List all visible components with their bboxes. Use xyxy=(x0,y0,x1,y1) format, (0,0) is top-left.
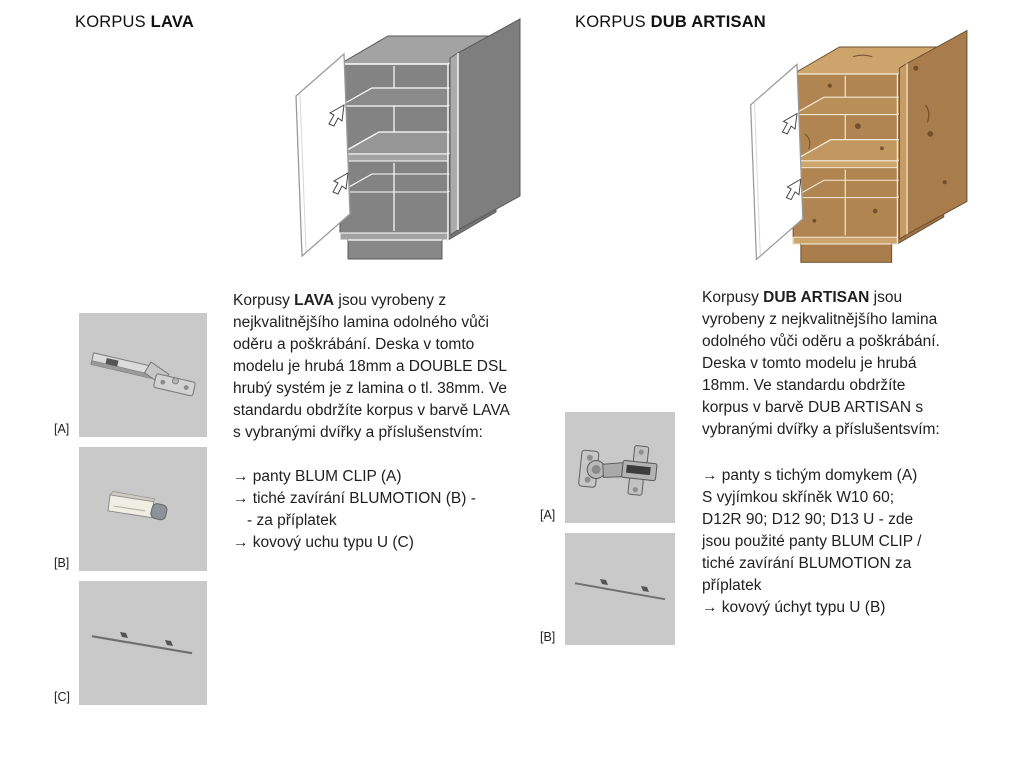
artisan-description xyxy=(702,287,950,619)
blumotion-damper-icon xyxy=(79,447,207,571)
lava-cabinet-illustration xyxy=(282,6,522,268)
thumb-row-b xyxy=(54,447,207,571)
bullet-line: - za příplatek xyxy=(247,512,337,529)
thumb-row-b xyxy=(540,533,675,645)
lava-description xyxy=(233,290,511,554)
bullet-line: příplatek xyxy=(702,577,762,594)
soft-close-hinge-icon xyxy=(565,412,675,523)
left-title-name: LAVA xyxy=(150,13,194,31)
thumb-row-a xyxy=(54,313,207,437)
intro-prefix: Korpusy xyxy=(233,292,295,309)
artisan-intro-paragraph xyxy=(702,287,950,441)
blumotion-damper-image xyxy=(79,447,207,571)
thumb-row-a xyxy=(540,412,675,523)
thumb-row-c xyxy=(54,581,207,705)
bullet-line: jsou použité panty BLUM CLIP / xyxy=(702,533,922,550)
lava-hardware-thumbnails xyxy=(54,313,207,705)
intro-rest: jsou vyrobeny z nejkvalitnějšího lamina odolného vůči oděru a poškrábání. Deska v tomto modelu je hrubá 18mm. Ve standardu obdržíte korpus v barvě DUB ARTISAN s vybranými dvířky a příslušentsvím: xyxy=(702,289,940,438)
soft-close-hinge-image xyxy=(565,412,675,523)
bullet-line: → kovový uchu typu U (C) xyxy=(233,534,414,551)
u-handle-image xyxy=(565,533,675,645)
right-title-name: DUB ARTISAN xyxy=(650,13,766,31)
intro-prefix: Korpusy xyxy=(702,289,764,306)
blum-clip-hinge-image xyxy=(79,313,207,437)
artisan-hardware-thumbnails xyxy=(540,412,675,645)
bullet-line: tiché zavírání BLUMOTION za xyxy=(702,555,912,572)
u-handle-icon xyxy=(79,581,207,705)
lava-intro-paragraph xyxy=(233,290,511,444)
cabinet-drawing-lava-icon xyxy=(282,6,522,268)
thumb-label-a: [A] xyxy=(540,508,556,522)
intro-bold: DUB ARTISAN xyxy=(763,289,870,306)
intro-bold: LAVA xyxy=(294,292,335,309)
artisan-bullet-list xyxy=(702,465,950,619)
u-handle-icon xyxy=(565,533,675,645)
thumb-label-b: [B] xyxy=(54,556,70,570)
right-title-prefix: KORPUS xyxy=(575,13,651,31)
bullet-line: S vyjímkou skříněk W10 60; xyxy=(702,489,895,506)
intro-rest: jsou vyrobeny z nejkvalitnějšího lamina odolného vůči oděru a poškrábání. Deska v tomto modelu je hrubá 18mm a DOUBLE DSL hrubý systém je z lamina o tl. 38mm. Ve standardu obdržíte korpus v barvě LAVA s vybranými dvířky a příslušenstvím: xyxy=(233,292,510,441)
u-handle-image xyxy=(79,581,207,705)
left-section-title xyxy=(75,13,194,32)
cabinet-drawing-artisan-icon xyxy=(737,18,969,271)
bullet-line: → tiché zavírání BLUMOTION (B) - xyxy=(233,490,476,507)
blum-clip-hinge-icon xyxy=(79,313,207,437)
bullet-line: → kovový úchyt typu U (B) xyxy=(702,599,886,616)
thumb-label-a: [A] xyxy=(54,422,70,436)
artisan-cabinet-illustration xyxy=(737,18,969,271)
lava-bullet-list xyxy=(233,466,511,554)
thumb-label-b: [B] xyxy=(540,630,556,644)
bullet-line: D12R 90; D12 90; D13 U - zde xyxy=(702,511,914,528)
thumb-label-c: [C] xyxy=(54,690,70,704)
bullet-line: → panty BLUM CLIP (A) xyxy=(233,468,402,485)
bullet-line: → panty s tichým domykem (A) xyxy=(702,467,918,484)
left-title-prefix: KORPUS xyxy=(75,13,151,31)
